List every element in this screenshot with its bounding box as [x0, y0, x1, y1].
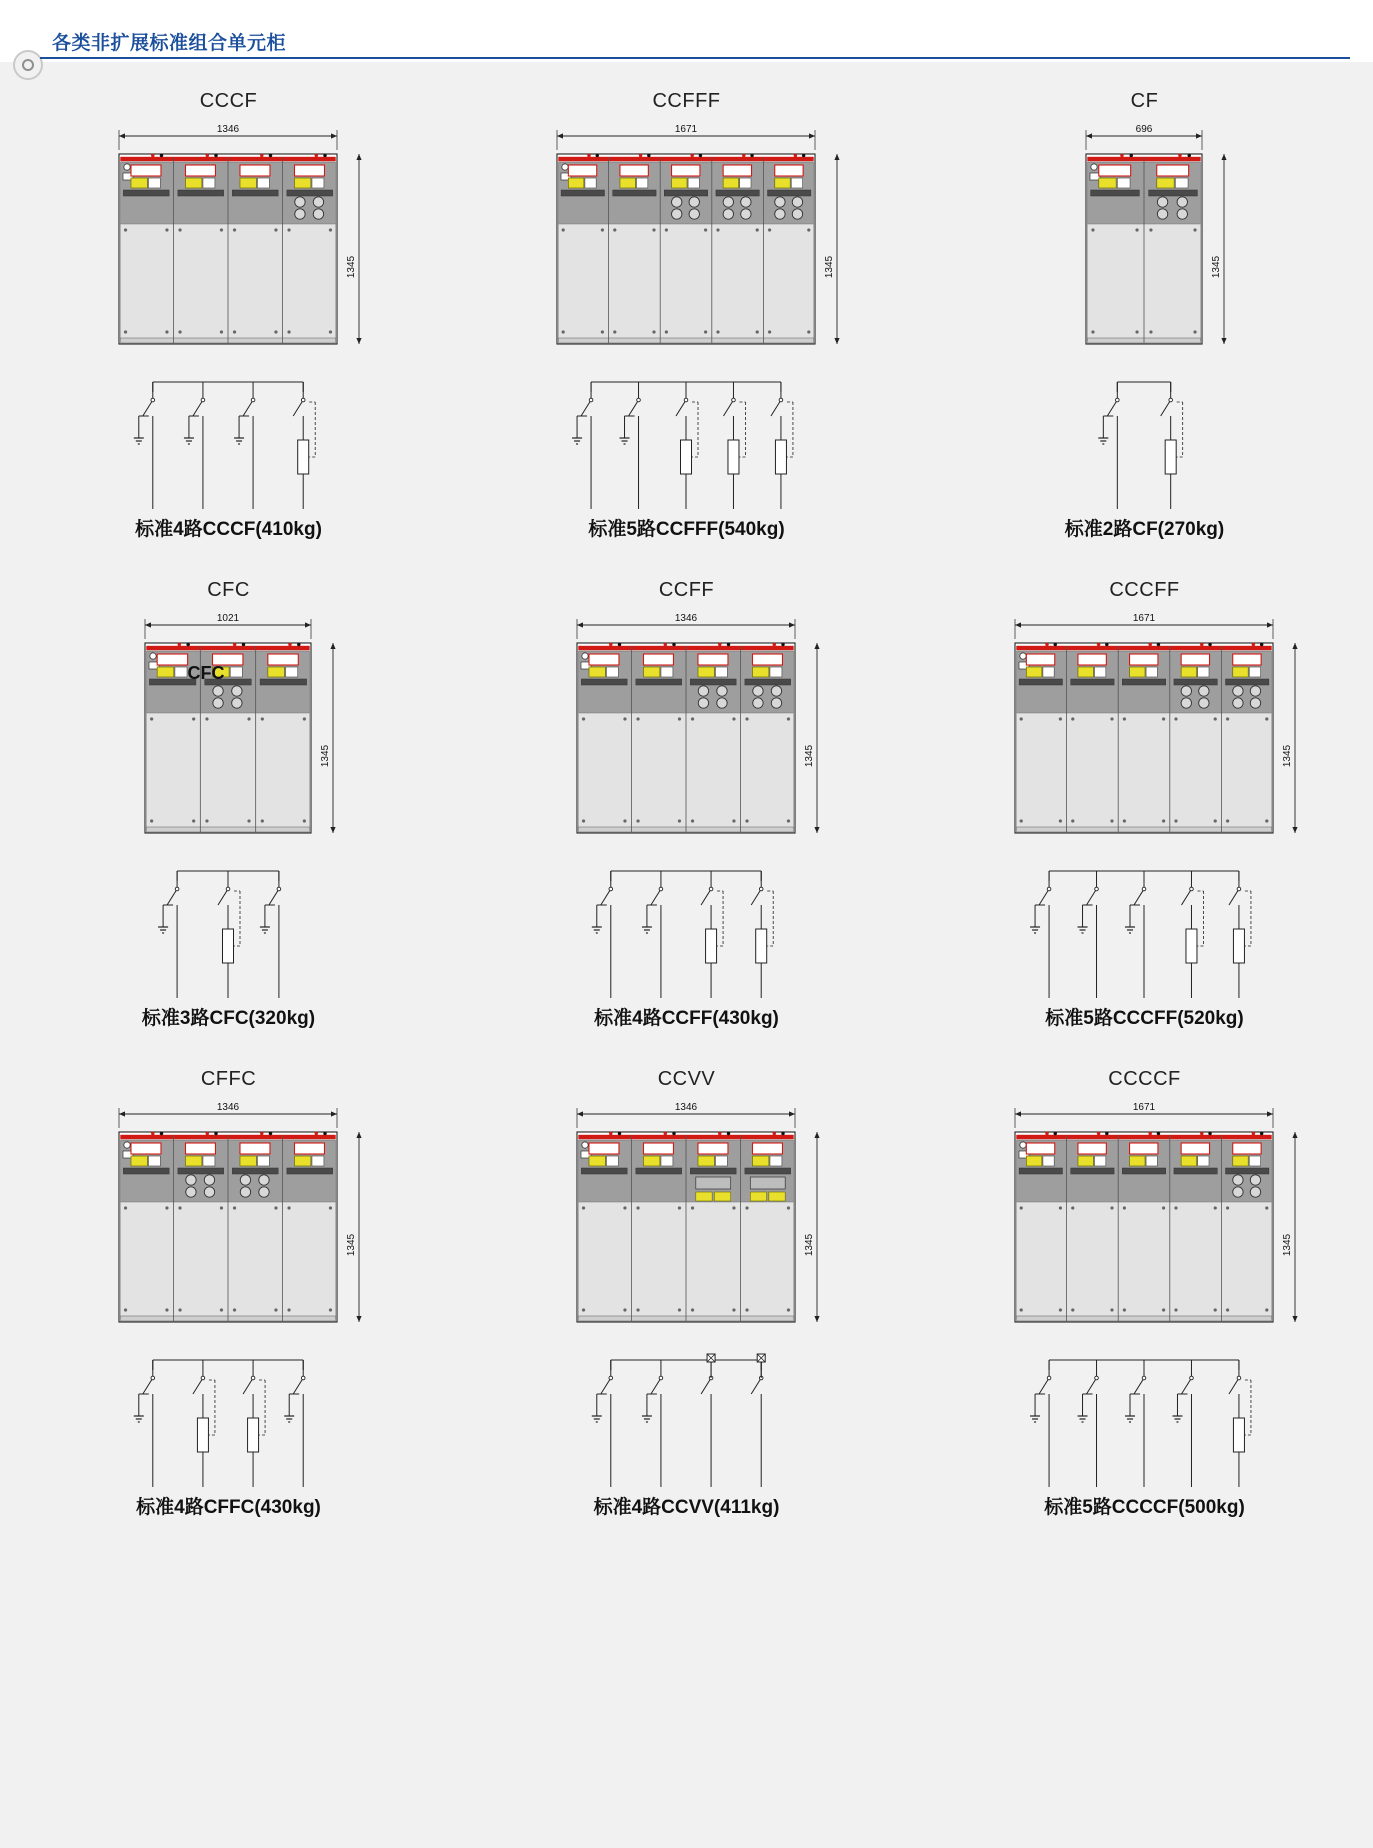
unit-drawing-ccfff: [458, 114, 915, 509]
unit-title: CF: [1130, 90, 1159, 112]
unit-caption: 标准5路CCFFF(540kg): [588, 519, 785, 540]
svg-text:1671: 1671: [1132, 613, 1156, 624]
svg-text:1346: 1346: [216, 124, 240, 135]
svg-text:1345: 1345: [320, 744, 331, 768]
svg-text:1346: 1346: [674, 1102, 698, 1113]
svg-text:1671: 1671: [674, 124, 698, 135]
unit-caption: 标准3路CFC(320kg): [141, 1008, 316, 1029]
unit-caption: 标准5路CCCFF(520kg): [1045, 1008, 1244, 1029]
header-divider: [40, 57, 1350, 59]
unit-card-ccff: [458, 551, 915, 1040]
unit-drawing-cf: [916, 114, 1373, 509]
unit-title: CCCCF: [1108, 1068, 1181, 1090]
unit-caption: 标准4路CCFF(430kg): [594, 1008, 779, 1029]
unit-card-cffc: [0, 1040, 457, 1529]
unit-drawing-ccccf: [916, 1092, 1373, 1487]
unit-caption: 标准2路CF(270kg): [1064, 519, 1225, 540]
unit-caption: 标准4路CFFC(430kg): [136, 1497, 321, 1518]
unit-caption: 标准5路CCCCF(500kg): [1044, 1497, 1245, 1518]
unit-card-cf: [916, 62, 1373, 551]
unit-title: CCCFF: [1109, 579, 1180, 601]
unit-caption: 标准4路CCCF(410kg): [135, 519, 322, 540]
unit-title: CCFFF: [652, 90, 721, 112]
unit-title: CCCF: [199, 90, 258, 112]
unit-title: CFC: [207, 579, 250, 601]
svg-text:1345: 1345: [1282, 1233, 1293, 1257]
unit-card-ccfff: [458, 62, 915, 551]
unit-card-ccccf: [916, 1040, 1373, 1529]
unit-drawing-cccff: [916, 603, 1373, 998]
page-title: 各类非扩展标准组合单元柜: [52, 33, 287, 54]
unit-drawing-cccf: [0, 114, 457, 509]
unit-drawing-cfc: [0, 603, 457, 998]
unit-card-ccvv: [458, 1040, 915, 1529]
unit-card-cccff: [916, 551, 1373, 1040]
svg-text:1345: 1345: [346, 1233, 357, 1257]
svg-text:1345: 1345: [804, 744, 815, 768]
svg-text:696: 696: [1135, 124, 1153, 135]
svg-text:1345: 1345: [1211, 255, 1222, 279]
unit-drawing-ccvv: [458, 1092, 915, 1487]
svg-text:1671: 1671: [1132, 1102, 1156, 1113]
unit-card-cfc: [0, 551, 457, 1040]
unit-caption: 标准4路CCVV(411kg): [593, 1497, 780, 1518]
svg-text:1345: 1345: [1282, 744, 1293, 768]
svg-text:1345: 1345: [804, 1233, 815, 1257]
svg-text:1346: 1346: [674, 613, 698, 624]
unit-title: CCVV: [657, 1068, 716, 1090]
unit-drawing-ccff: [458, 603, 915, 998]
page-header: [0, 0, 1373, 62]
unit-grid: [0, 62, 1373, 1848]
svg-text:1345: 1345: [824, 255, 835, 279]
svg-text:CFC: CFC: [187, 663, 225, 683]
svg-text:1345: 1345: [346, 255, 357, 279]
unit-drawing-cffc: [0, 1092, 457, 1487]
unit-title: CFFC: [200, 1068, 257, 1090]
svg-text:1021: 1021: [216, 613, 240, 624]
svg-text:1346: 1346: [216, 1102, 240, 1113]
unit-card-cccf: [0, 62, 457, 551]
unit-title: CCFF: [658, 579, 715, 601]
